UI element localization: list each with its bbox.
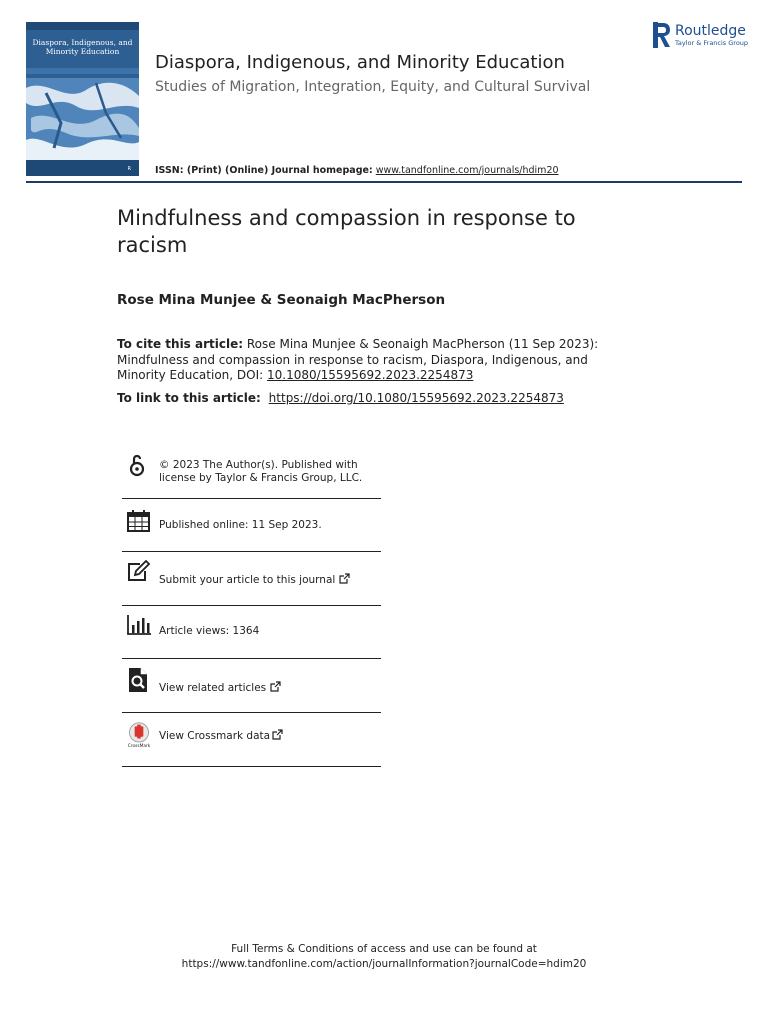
- publisher-logo: [653, 22, 749, 50]
- published-date-item: [122, 499, 381, 552]
- edit-icon: [126, 560, 152, 586]
- link-block: [117, 391, 564, 405]
- journal-cover: [26, 22, 139, 176]
- journal-subtitle: Studies of Migration, Integration, Equity, and Cultural Survival: [155, 79, 591, 95]
- article-title: Mindfulness and compassion in response to racism: [117, 206, 576, 257]
- issn-line: [155, 165, 559, 176]
- terms-line-2: https://www.tandfonline.com/action/journalInformation?journalCode=hdim20: [181, 958, 587, 970]
- calendar-icon: [126, 508, 152, 534]
- external-link-icon: [272, 729, 283, 740]
- publisher-name: Routledge: [675, 23, 746, 39]
- article-info-list: [122, 446, 381, 767]
- cover-publisher-logo: R: [127, 166, 131, 172]
- published-date-text: Published online: 11 Sep 2023.: [159, 519, 322, 531]
- journal-homepage-link[interactable]: www.tandfonline.com/journals/hdim20: [375, 165, 559, 176]
- related-articles-label: View related articles: [159, 682, 267, 694]
- cite-text: Rose Mina Munjee & Seonaigh MacPherson (11 Sep 2023): Mindfulness and compassion in response to racism, Diaspora, Indigenous, and Minority Education, DOI:: [117, 337, 599, 382]
- cover-title-line-2: Minority Education: [45, 47, 120, 56]
- cite-label: To cite this article:: [117, 337, 244, 351]
- external-link-icon: [270, 681, 281, 692]
- cover-bottom-band: [26, 160, 139, 176]
- external-link-icon: [339, 573, 350, 584]
- issn-label: ISSN: (Print) (Online) Journal homepage:: [155, 165, 373, 176]
- routledge-r-icon: [653, 22, 671, 48]
- search-document-icon: [126, 667, 152, 693]
- submit-article-link[interactable]: [159, 573, 350, 587]
- header-divider: [26, 181, 742, 183]
- related-articles-link[interactable]: [159, 681, 281, 695]
- crossmark-caption: CrossMark: [127, 744, 151, 748]
- open-access-item: [122, 446, 381, 499]
- crossmark-link[interactable]: [159, 729, 283, 743]
- journal-title: Diaspora, Indigenous, and Minority Education: [155, 52, 565, 73]
- bar-chart-icon: [126, 612, 152, 638]
- related-articles-item[interactable]: [122, 659, 381, 713]
- article-authors: Rose Mina Munjee & Seonaigh MacPherson: [117, 292, 446, 308]
- cover-sub-band: [26, 68, 139, 74]
- submit-article-item[interactable]: [122, 552, 381, 606]
- terms-line-1: Full Terms & Conditions of access and use can be found at: [231, 943, 537, 955]
- cover-title: [32, 38, 133, 56]
- publisher-group: Taylor & Francis Group: [675, 39, 749, 47]
- article-views-text: Article views: 1364: [159, 625, 260, 637]
- submit-article-label: Submit your article to this journal: [159, 574, 336, 586]
- link-label: To link to this article:: [117, 391, 261, 405]
- doi-link[interactable]: 10.1080/15595692.2023.2254873: [267, 368, 474, 382]
- cover-artwork: [26, 78, 139, 162]
- open-access-icon: [126, 452, 152, 478]
- crossmark-icon: [126, 722, 152, 748]
- crossmark-label: View Crossmark data: [159, 730, 271, 742]
- article-views-item: [122, 606, 381, 659]
- article-url-link[interactable]: https://doi.org/10.1080/15595692.2023.2254873: [268, 391, 564, 405]
- cover-title-line-1: Diaspora, Indigenous, and: [32, 38, 133, 47]
- citation-block: [117, 337, 637, 384]
- crossmark-item[interactable]: [122, 713, 381, 767]
- cover-top-band: [26, 22, 139, 30]
- terms-footer: [0, 942, 768, 972]
- open-access-text: © 2023 The Author(s). Published with license by Taylor & Francis Group, LLC.: [159, 459, 363, 484]
